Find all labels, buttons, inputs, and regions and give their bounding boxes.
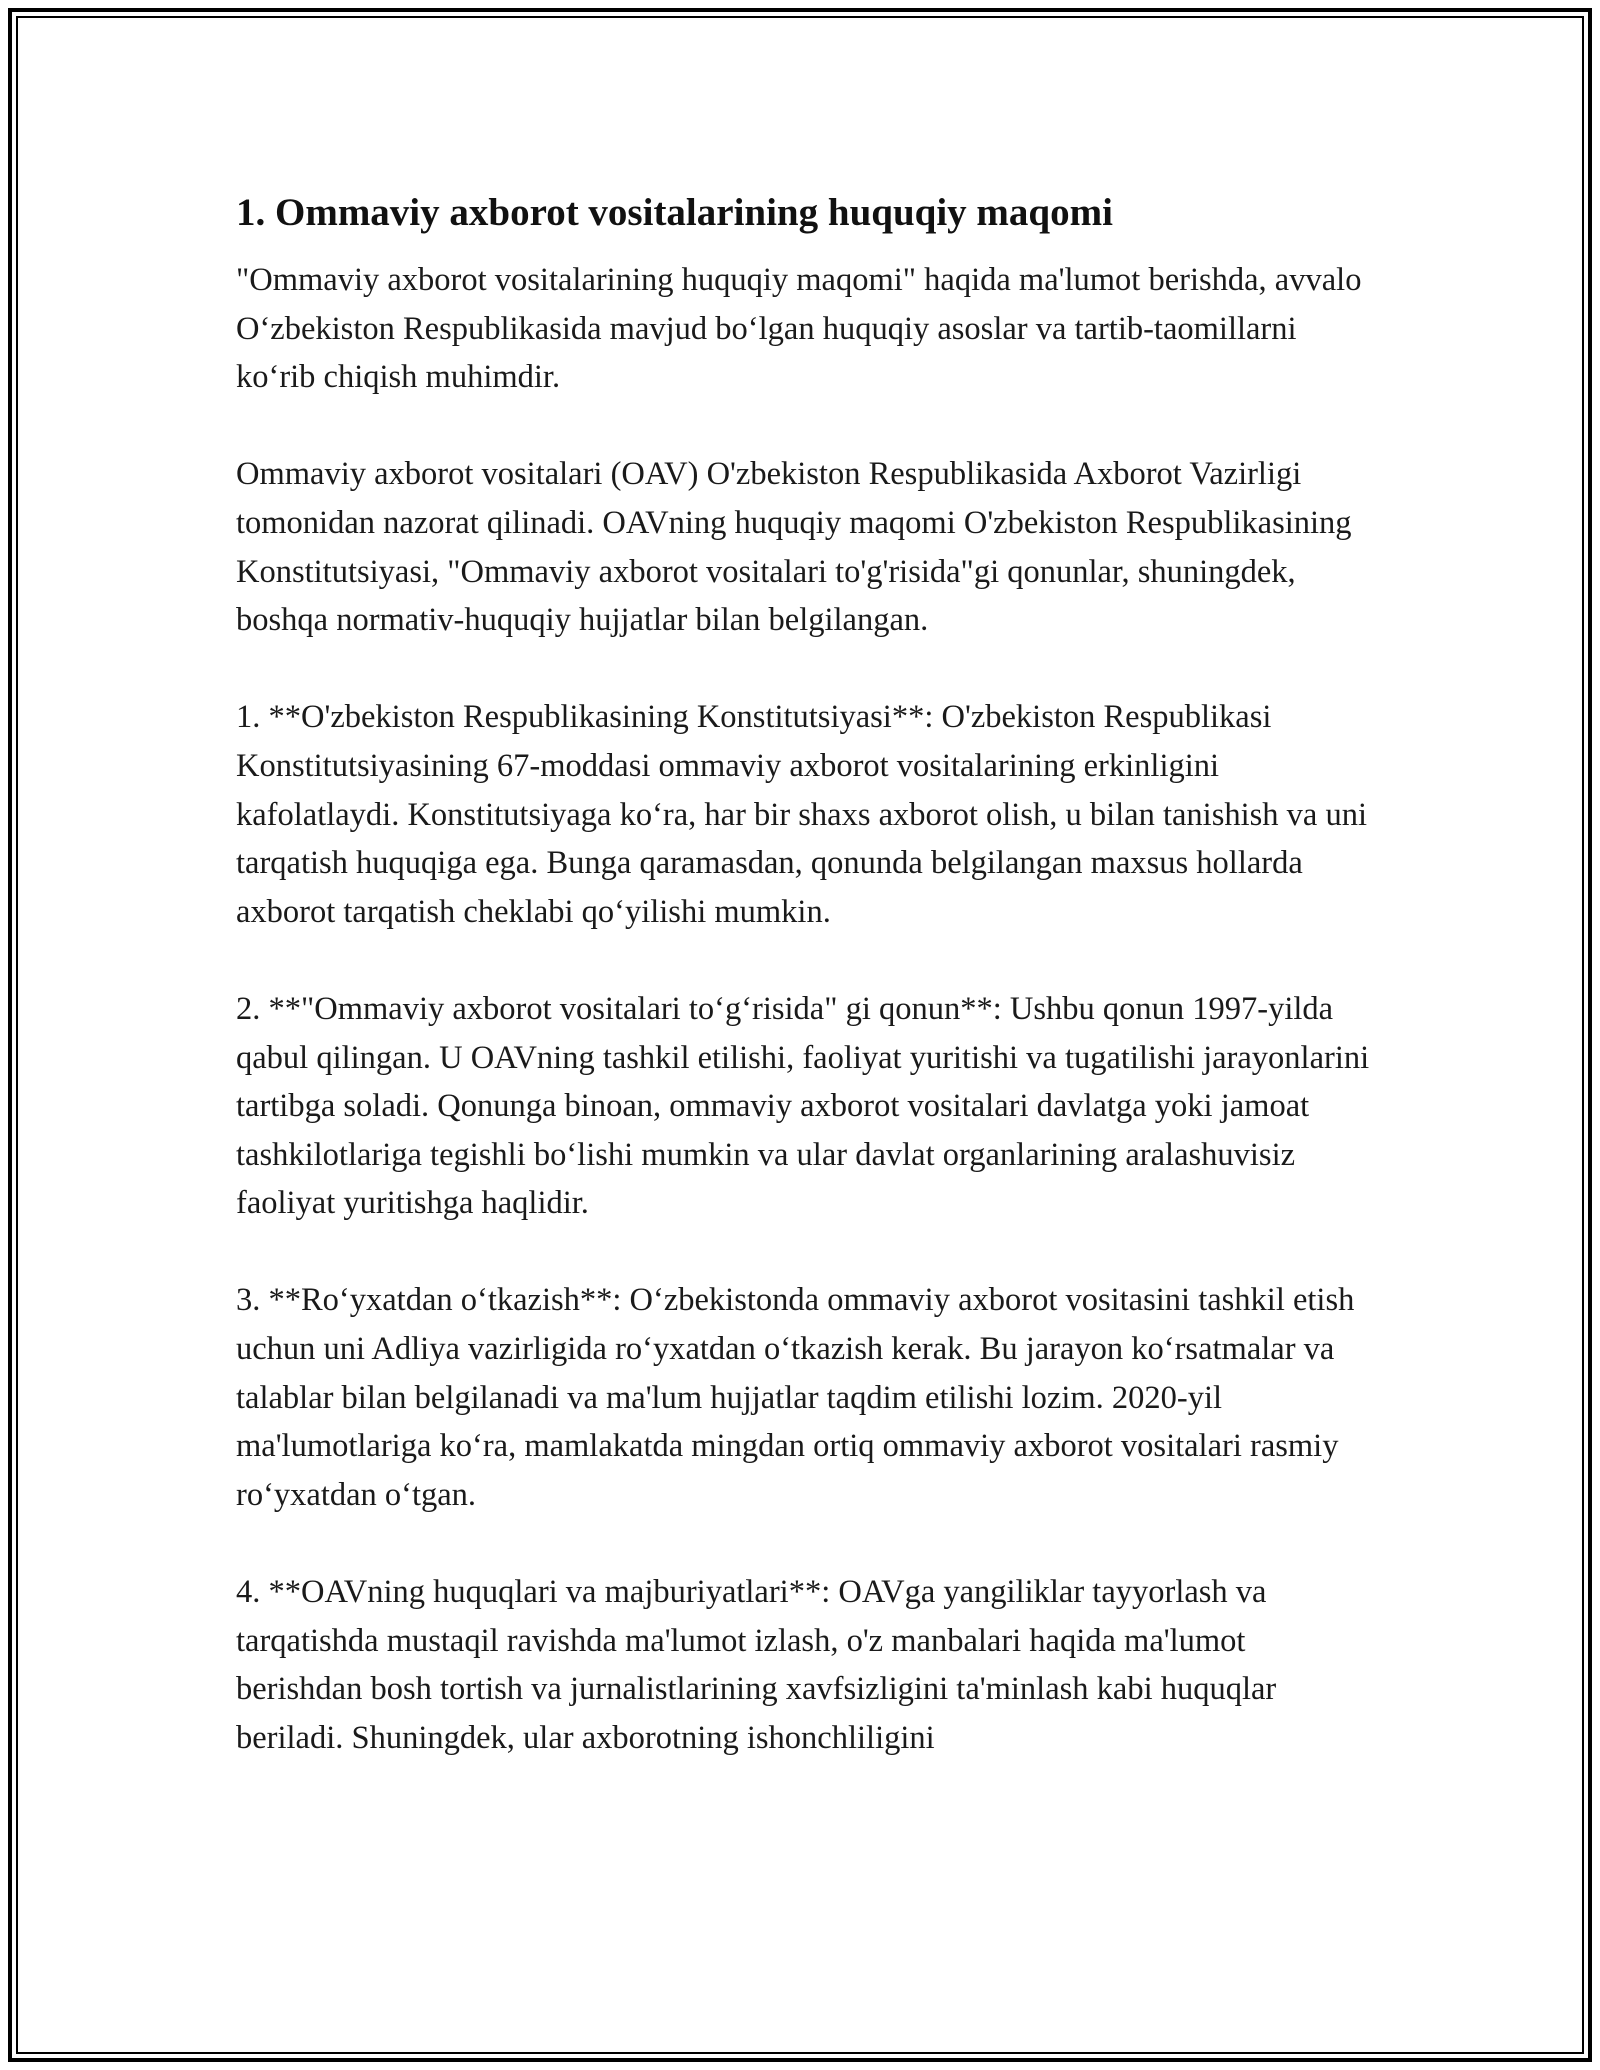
paragraph-item-rights-duties: 4. **OAVning huquqlari va majburiyatlari**: OAVga yangiliklar tayyorlash va tarqatishda mustaqil ravishda ma'lumot izlash, o'z manbalari haqida ma'lumot berishdan bosh tortish va jurnalistlarining xavfsizligini ta'minlash kabi huquqlar beriladi. Shuningdek, ular axborotning ishonchliligini bbox=[236, 1574, 1277, 1756]
paragraph-item-constitution: 1. **O'zbekiston Respublikasining Konstitutsiyasi**: O'zbekiston Respublikasi Konstitutsiyasining 67-moddasi ommaviy axborot vositalarining erkinligini kafolatlaydi. Konstitutsiyaga ko‘ra, har bir shaxs axborot olish, u bilan tanishish va uni tarqatish huquqiga ega. Bunga qaramasdan, qonunda belgilangan maxsus hollarda axborot tarqatish cheklabi qo‘yilishi mumkin. bbox=[236, 699, 1367, 930]
paragraph-overview: Ommaviy axborot vositalari (OAV) O'zbekiston Respublikasida Axborot Vazirligi tomonidan nazorat qilinadi. OAVning huquqiy maqomi O'zbekiston Respublikasining Konstitutsiyasi, "Ommaviy axborot vositalari to'g'risida"gi qonunlar, shuningdek, boshqa normativ-huquqiy hujjatlar bilan belgilangan. bbox=[236, 456, 1352, 639]
paragraph-intro: "Ommaviy axborot vositalarining huquqiy maqomi" haqida ma'lumot berishda, avvalo O‘zbekiston Respublikasida mavjud bo‘lgan huquqiy asoslar va tartib-taomillarni ko‘rib chiqish muhimdir. bbox=[236, 262, 1362, 396]
paragraph-item-registration: 3. **Ro‘yxatdan o‘tkazish**: O‘zbekistonda ommaviy axborot vositasini tashkil etish uchun uni Adliya vazirligida ro‘yxatdan o‘tkazish kerak. Bu jarayon ko‘rsatmalar va talablar bilan belgilanadi va ma'lum hujjatlar taqdim etilishi lozim. 2020-yil ma'lumotlariga ko‘ra, mamlakatda mingdan ortiq ommaviy axborot vositalari rasmiy ro‘yxatdan o‘tgan. bbox=[236, 1282, 1355, 1513]
document-body bbox=[236, 186, 1376, 1762]
section-heading: 1. Ommaviy axborot vositalarining huquqiy maqomi bbox=[236, 191, 1113, 234]
paragraph-item-media-law: 2. **"Ommaviy axborot vositalari to‘g‘risida" gi qonun**: Ushbu qonun 1997-yilda qabul qilingan. U OAVning tashkil etilishi, faoliyat yuritishi va tugatilishi jarayonlarini tartibga soladi. Qonunga binoan, ommaviy axborot vositalari davlatga yoki jamoat tashkilotlariga tegishli bo‘lishi mumkin va ular davlat organlarining aralashuvisiz faoliyat yuritishga haqlidir. bbox=[236, 990, 1370, 1222]
